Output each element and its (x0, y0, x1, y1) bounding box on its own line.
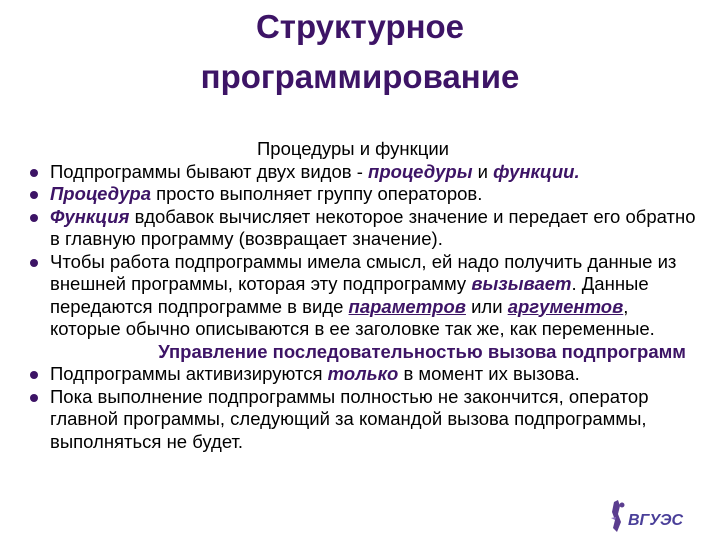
bullet-text (50, 161, 700, 184)
bullet-list-call-order (30, 363, 700, 453)
bullet-dot-icon (30, 259, 38, 267)
bullet-dot-icon (30, 191, 38, 199)
text-run: и (472, 160, 494, 182)
bullet-item (30, 206, 700, 251)
bullet-item (30, 386, 700, 454)
bullet-item (30, 363, 700, 386)
bullet-text (50, 363, 700, 386)
text-run: Чтобы работа подпрограммы имела смысл, ей надо получить данные из внешней программы, которая эту подпрограмму (50, 250, 677, 294)
bullet-text (50, 206, 700, 251)
slide-title-line1: Структурное (255, 8, 465, 45)
bullet-dot-icon (30, 169, 38, 177)
bullet-text (50, 251, 700, 341)
text-run: . Данные передаются подпрограмме в виде (50, 273, 649, 317)
text-run: в момент их вызова. (398, 363, 580, 384)
slide-title-line2: программирование (200, 58, 520, 95)
text-run: Пока выполнение подпрограммы полностью не закончится, оператор главной программы, следующий за командой вызова подпрограммы, выполняться не будет. (50, 385, 649, 452)
bullet-dot-icon (30, 214, 38, 222)
text-run: , которые обычно описываются в ее заголовке так же, как переменные. (50, 295, 655, 339)
slide-title (0, 0, 720, 102)
section-heading-call-order: Управление последовательностью вызова подпрограмм (158, 340, 686, 362)
bullet-item (30, 251, 700, 341)
bullet-text (50, 386, 700, 454)
university-logo (608, 498, 692, 536)
text-run: вдобавок вычисляет некоторое значение и передает его обратно в главную программу (возвращает значение). (50, 205, 696, 249)
bullet-text (50, 183, 700, 206)
text-run: Подпрограммы активизируются (50, 363, 328, 384)
emphasized-term: Процедура (50, 183, 151, 204)
logo-text: ВГУЭС (628, 512, 684, 529)
text-run: или (465, 295, 508, 317)
emphasized-term: параметров (348, 295, 466, 317)
emphasized-term: процедуры (368, 160, 473, 182)
emphasized-term: Функция (50, 205, 130, 227)
bullet-list-procedures (30, 161, 700, 341)
emphasized-term: только (327, 363, 399, 384)
slide-content (30, 138, 700, 453)
section-heading-procedures: Процедуры и функции (256, 138, 450, 159)
bullet-dot-icon (30, 371, 38, 379)
bullet-item (30, 183, 700, 206)
bullet-item (30, 161, 700, 184)
text-run: просто выполняет группу операторов. (150, 183, 483, 204)
bullet-dot-icon (30, 394, 38, 402)
logo-emblem-icon (611, 500, 625, 532)
emphasized-term: вызывает (471, 273, 572, 294)
emphasized-term: функции. (493, 160, 580, 182)
emphasized-term: аргументов (507, 295, 624, 317)
text-run: Подпрограммы бывают двух видов - (50, 160, 369, 182)
